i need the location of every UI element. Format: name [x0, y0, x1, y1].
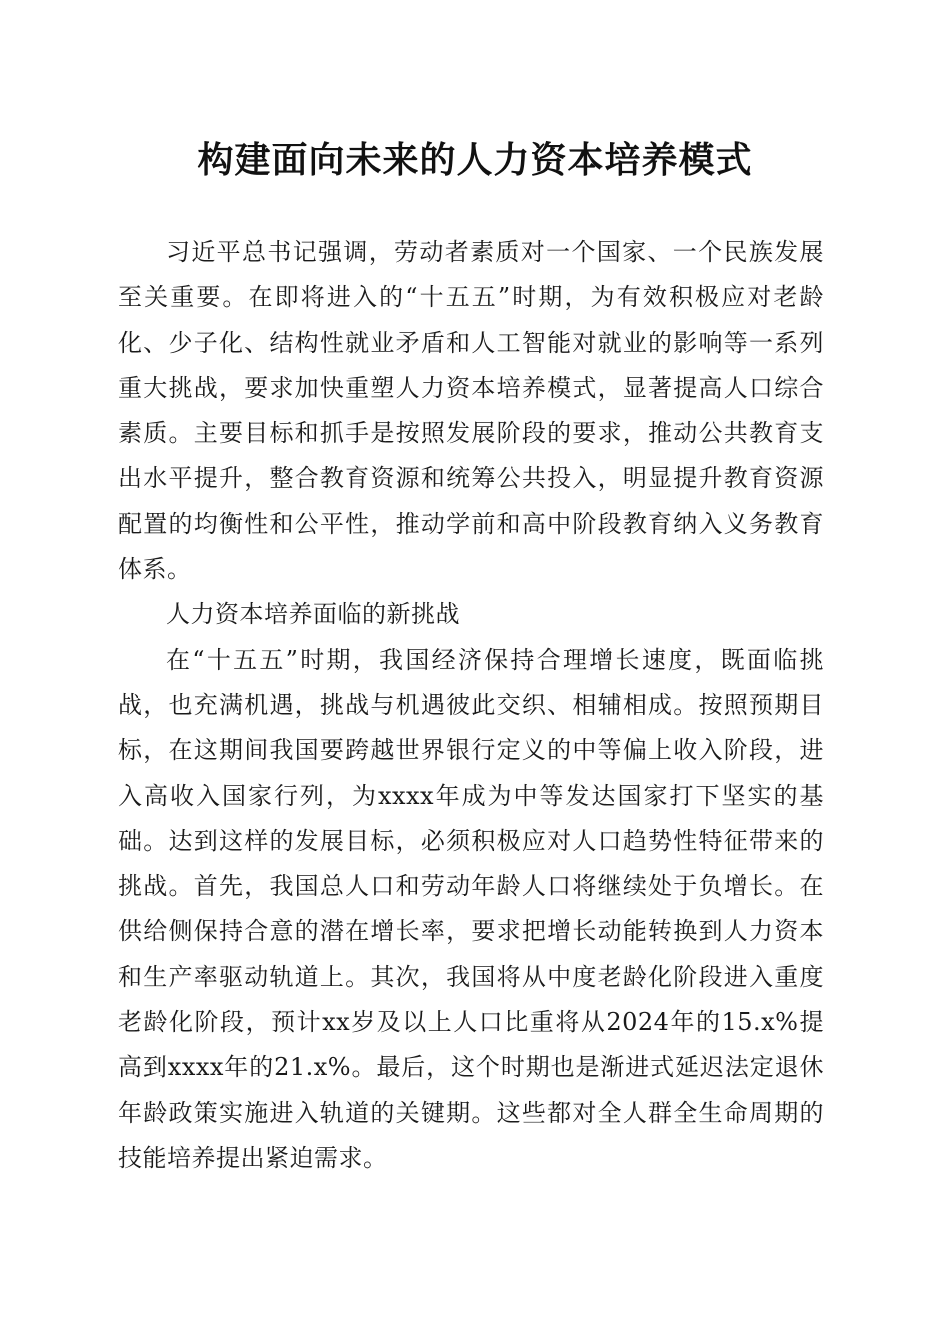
- paragraph-challenges: 在“十五五”时期，我国经济保持合理增长速度，既面临挑战，也充满机遇，挑战与机遇彼此交织、相辅相成。按照预期目标，在这期间我国要跨越世界银行定义的中等偏上收入阶段，进入高收入国家行列，为xxxx年成为中等发达国家打下坚实的基础。达到这样的发展目标，必须积极应对人口趋势性特征带来的挑战。首先，我国总人口和劳动年龄人口将继续处于负增长。在供给侧保持合意的潜在增长率，要求把增长动能转换到人力资本和生产率驱动轨道上。其次，我国将从中度老龄化阶段进入重度老龄化阶段，预计xx岁及以上人口比重将从2024年的15.x%提高到xxxx年的21.x%。最后，这个时期也是渐进式延迟法定退休年龄政策实施进入轨道的关键期。这些都对全人群全生命周期的技能培养提出紧迫需求。: [118, 645, 824, 1172]
- document-title: 构建面向未来的人力资本培养模式: [197, 139, 753, 181]
- section-heading: 人力资本培养面临的新挑战: [166, 600, 460, 629]
- document-body: [118, 230, 824, 1181]
- paragraph-intro: 习近平总书记强调，劳动者素质对一个国家、一个民族发展至关重要。在即将进入的“十五五”时期，为有效积极应对老龄化、少子化、结构性就业矛盾和人工智能对就业的影响等一系列重大挑战，要求加快重塑人力资本培养模式，显著提高人口综合素质。主要目标和抓手是按照发展阶段的要求，推动公共教育支出水平提升，整合教育资源和统筹公共投入，明显提升教育资源配置的均衡性和公平性，推动学前和高中阶段教育纳入义务教育体系。: [118, 238, 824, 584]
